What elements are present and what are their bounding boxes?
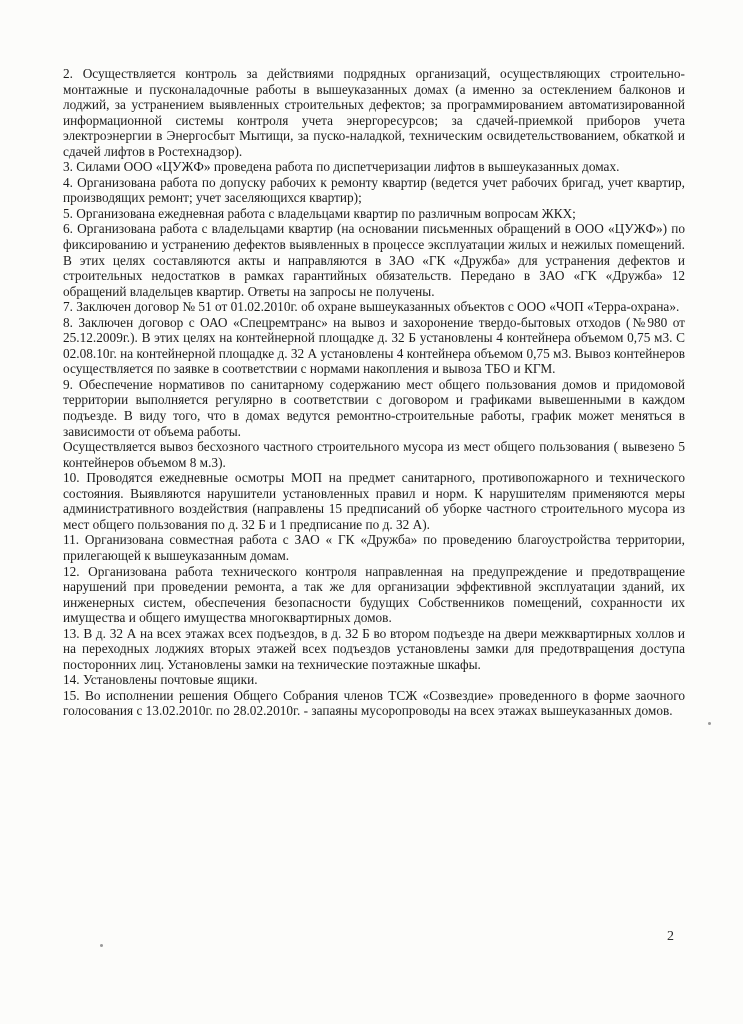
paragraph-item-10: 10. Проводятся ежедневные осмотры МОП на предмет санитарного, противопожарного и технического состояния. Выявляются нарушители установленных правил и норм. К нарушителям применяются меры административного воздействия (направлены 15 предписаний об уборке частного строительного мусора из мест общего пользования по д. 32 Б и 1 предписание по д. 32 А). [63, 470, 685, 532]
paragraph-item-9: 9. Обеспечение нормативов по санитарному содержанию мест общего пользования домов и придомовой территории выполняется регулярно в соответствии с договором и графиками вывешенными в каждом подъезде. В виду того, что в домах ведутся ремонтно-строительные работы, график может меняться в зависимости от объема работы. [63, 376, 685, 439]
paragraph-item-6: 6. Организована работа с владельцами квартир (на основании письменных обращений в ООО «ЦУЖФ») по фиксированию и устранению дефектов выявленных в процессе эксплуатации жилых и нежилых помещений. В этих целях составляются акты и направляются в ЗАО «ГК «Дружба» для устранения дефектов и строительных недостатков в рамках гарантийных обязательств. Передано в ЗАО «ГК «Дружба» 12 обращений владельцев квартир. Ответы на запросы не получены. [63, 221, 685, 299]
paragraph-item-11: 11. Организована совместная работа с ЗАО « ГК «Дружба» по проведению благоустройства территории, прилегающей к вышеуказанным домам. [63, 532, 685, 563]
paragraph-item-8: 8. Заключен договор с ОАО «Спецремтранс» на вывоз и захоронение твердо-бытовых отходов (№980 от 25.12.2009г.). В этих целях на контейнерной площадке д. 32 Б установлены 4 контейнера объемом 0,75 м3. С 02.08.10г. на контейнерной площадке д. 32 А установлены 4 контейнера объемом 0,75 м3. Вывоз контейнеров осуществляется по заявке в соответствии с нормами накопления и вывоза ТБО и КГМ. [63, 314, 685, 377]
paragraph-item-2: 2. Осуществляется контроль за действиями подрядных организаций, осуществляющих строительно-монтажные и пусконаладочные работы в вышеуказанных домах (а именно за остеклением балконов и лоджий, за устранением выявленных строительных дефектов; за программированием автоматизированной информационной системы контроля учета энергоресурсов; за сдачей-приемкой приборов учета электроэнергии в Энергосбыт Мытищи, за пуско-наладкой, техническим освидетельствованием, обкаткой и сдачей лифтов в Ростехнадзор). [63, 66, 685, 159]
page-number: 2 [667, 929, 674, 944]
scan-speck [100, 944, 103, 947]
paragraph-item-13: 13. В д. 32 А на всех этажах всех подъездов, в д. 32 Б во втором подъезде на двери межквартирных холлов и на переходных лоджиях вторых этажей всех подъездов установлены замки для предотвращения доступа посторонних лиц. Установлены замки на технические поэтажные шкафы. [63, 625, 685, 672]
paragraph-item-12: 12. Организована работа технического контроля направленная на предупреждение и предотвращение нарушений при проведении ремонта, а так же для организации эффективной эксплуатации зданий, их инженерных систем, обеспечения безопасности будущих Собственников помещений, сохранности их имущества и общего имущества многоквартирных домов. [63, 563, 685, 626]
paragraph-item-14: 14. Установлены почтовые ящики. [63, 672, 258, 688]
paragraph-item-7: 7. Заключен договор № 51 от 01.02.2010г. об охране вышеуказанных объектов с ООО «ЧОП «Терра-охрана». [63, 299, 680, 315]
paragraph-item-5: 5. Организована ежедневная работа с владельцами квартир по различным вопросам ЖКХ; [63, 205, 576, 221]
paragraph-item-4: 4. Организована работа по допуску рабочих к ремонту квартир (ведется учет рабочих бригад, учет квартир, производящих ремонт; учет заселяющихся квартир); [63, 174, 685, 206]
paragraph-item-15: 15. Во исполнении решения Общего Собрания членов ТСЖ «Созвездие» проведенного в форме заочного голосования с 13.02.2010г. по 28.02.2010г. - запаяны мусоропроводы на всех этажах вышеуказанных домов. [63, 687, 685, 719]
paragraph-item-9-continued: Осуществляется вывоз бесхозного частного строительного мусора из мест общего пользования ( вывезено 5 контейнеров объемом 8 м.3). [63, 439, 685, 470]
scan-speck [708, 722, 711, 725]
paragraph-item-3: 3. Силами ООО «ЦУЖФ» проведена работа по диспетчеризации лифтов в вышеуказанных домах. [63, 159, 620, 175]
document-body [63, 66, 685, 719]
